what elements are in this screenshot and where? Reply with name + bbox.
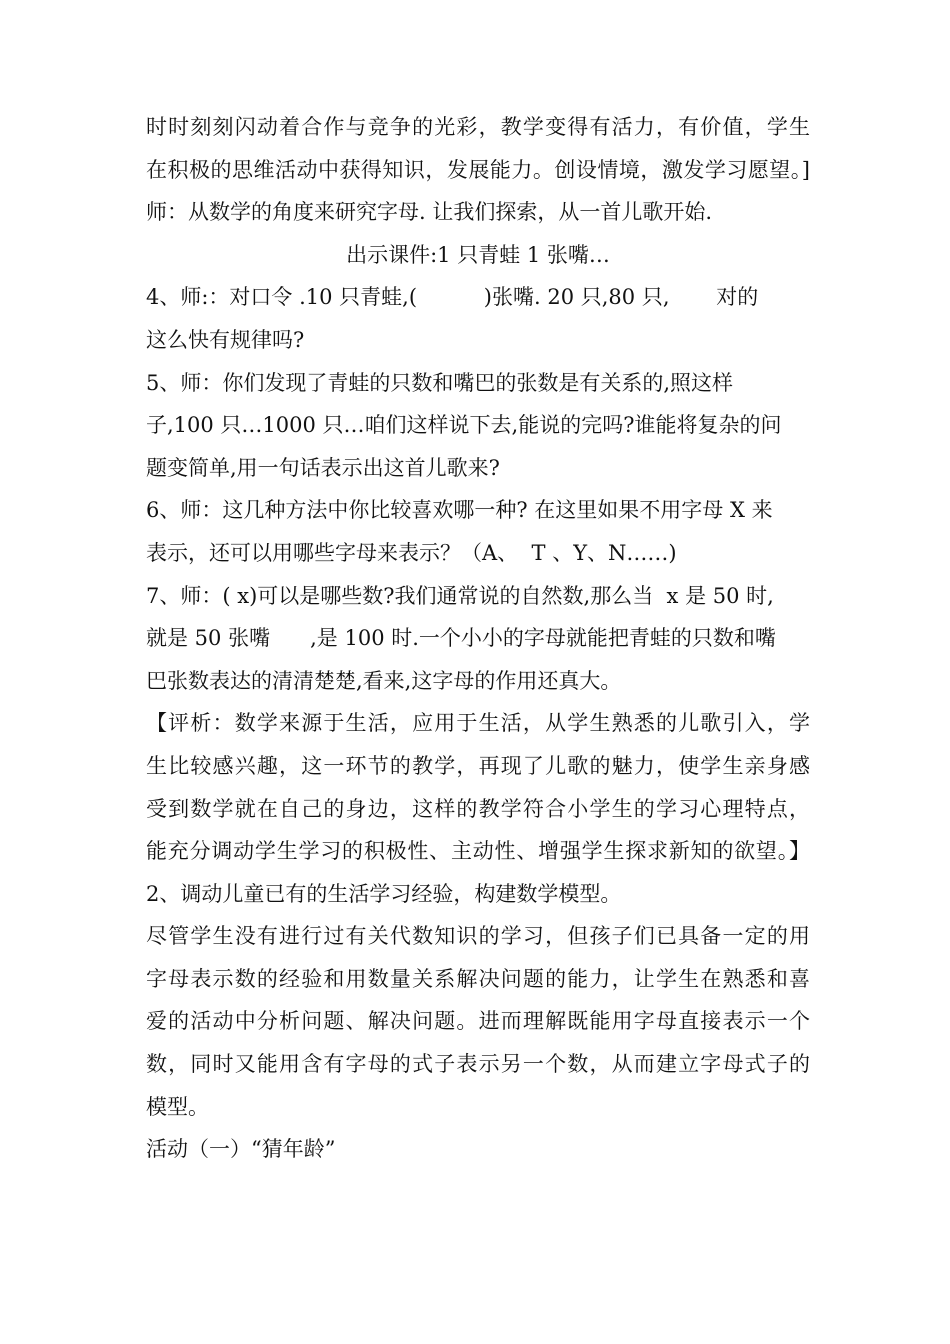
text-line: 巴张数表达的清清楚楚,看来,这字母的作用还真大。 [146, 668, 622, 693]
text-line: 题变简单,用一句话表示出这首儿歌来? [146, 455, 500, 480]
text-line: 能充分调动学生学习的积极性、主动性、增强学生探求新知的欲望。】 [146, 839, 810, 864]
text-line: 时时刻刻闪动着合作与竞争的光彩，教学变得有活力，有价值，学生 [146, 115, 810, 139]
body-text [146, 106, 810, 1171]
text-line: 活动（一）“猜年龄” [146, 1137, 336, 1162]
text-line: 爱的活动中分析问题、解决问题。进而理解既能用字母直接表示一个 [146, 1009, 810, 1034]
text-line: 模型。 [146, 1094, 209, 1119]
text-line: 生比较感兴趣，这一环节的教学，再现了儿歌的魅力，使学生亲身感 [146, 753, 810, 778]
text-line-centered: 出示课件:1 只青蛙 1 张嘴… [346, 242, 610, 267]
text-line: 表示，还可以用哪些字母来表示？（A、 T 、Y、N……) [146, 540, 677, 565]
text-line: 2、调动儿童已有的生活学习经验，构建数学模型。 [146, 881, 622, 906]
text-line: 字母表示数的经验和用数量关系解决问题的能力，让学生在熟悉和喜 [146, 966, 810, 991]
text-line: 5、师：你们发现了青蛙的只数和嘴巴的张数是有关系的,照这样 [146, 370, 734, 395]
text-line: 这么快有规律吗? [146, 327, 305, 352]
text-line: 尽管学生没有进行过有关代数知识的学习，但孩子们已具备一定的用 [146, 924, 810, 949]
text-line: 子,100 只…1000 只…咱们这样说下去,能说的完吗?谁能将复杂的问 [146, 413, 782, 438]
text-line: 师：从数学的角度来研究字母. 让我们探索，从一首儿歌开始. [146, 200, 713, 225]
text-line: 4、师:：对口令 .10 只青蛙,( )张嘴. 20 只,80 只, 对的 [146, 285, 759, 310]
text-line: 就是 50 张嘴 ,是 100 时.一个小小的字母就能把青蛙的只数和嘴 [146, 626, 776, 651]
text-line: 在积极的思维活动中获得知识，发展能力。创设情境，激发学习愿望。] [146, 157, 810, 182]
text-line: 数，同时又能用含有字母的式子表示另一个数，从而建立字母式子的 [146, 1052, 810, 1077]
text-line: 受到数学就在自己的身边，这样的教学符合小学生的学习心理特点， [146, 796, 810, 821]
text-line: 6、师：这几种方法中你比较喜欢哪一种? 在这里如果不用字母 X 来 [146, 498, 773, 523]
text-line: 【评析：数学来源于生活，应用于生活，从学生熟悉的儿歌引入，学 [146, 711, 810, 736]
text-line: 7、师：( x)可以是哪些数?我们通常说的自然数,那么当 x 是 50 时, [146, 583, 774, 608]
